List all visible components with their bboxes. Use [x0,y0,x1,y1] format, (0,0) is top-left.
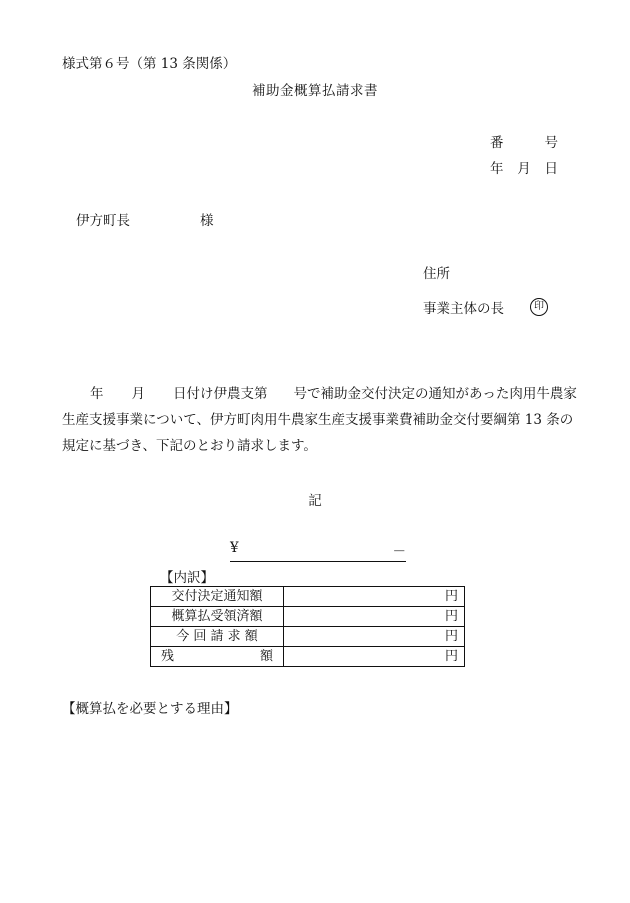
table-row [151,647,465,667]
ki-heading: 記 [308,493,322,509]
row-unit: 円 [284,627,465,647]
row-label-balance [151,647,284,667]
date-year: 年 [490,161,504,177]
number-label-ban: 番 [490,135,504,151]
form-number: 様式第６号（第 13 条関係） [62,56,237,72]
head-label: 事業主体の長 [423,301,504,317]
row-label: 概算払受領済額 [151,607,284,627]
addressee [76,209,214,229]
table-row [151,627,465,647]
seal-icon: 印 [530,298,548,316]
row-label-part-a: 残 [161,649,175,664]
address-label: 住所 [423,266,450,282]
date-day: 日 [544,161,558,177]
yen-symbol: ¥ [230,540,239,556]
breakdown-heading: 【内訳】 [160,570,214,586]
reference-number [490,131,558,151]
row-unit: 円 [284,607,465,627]
number-label-go: 号 [544,135,558,151]
table-row [151,607,465,627]
row-label-part-b: 額 [259,649,273,664]
table-row [151,587,465,607]
reference-date [490,157,558,177]
addressee-honorific: 様 [200,213,214,229]
applicant-head [423,297,548,317]
amount-line [230,540,406,562]
amount-dash: － [392,544,406,560]
breakdown-table [150,586,465,667]
request-body [62,381,582,459]
reason-heading: 【概算払を必要とする理由】 [62,701,238,717]
date-month: 月 [517,161,531,177]
body-year: 年 [90,386,104,402]
row-unit: 円 [284,647,465,667]
body-date-ref: 日付け伊農支第 [173,386,268,402]
document-title: 補助金概算払請求書 [252,83,378,99]
row-label: 今 回 請 求 額 [151,627,284,647]
addressee-name: 伊方町長 [76,213,130,229]
row-unit: 円 [284,587,465,607]
body-text: 号で補助金交付決定の通知があった肉用牛農家生産支援事業について、伊方町肉用牛農家生産支援事業費補助金交付要綱第 13 条の規定に基づき、下記のとおり請求します。 [62,386,577,454]
body-month: 月 [131,386,145,402]
row-label: 交付決定通知額 [151,587,284,607]
